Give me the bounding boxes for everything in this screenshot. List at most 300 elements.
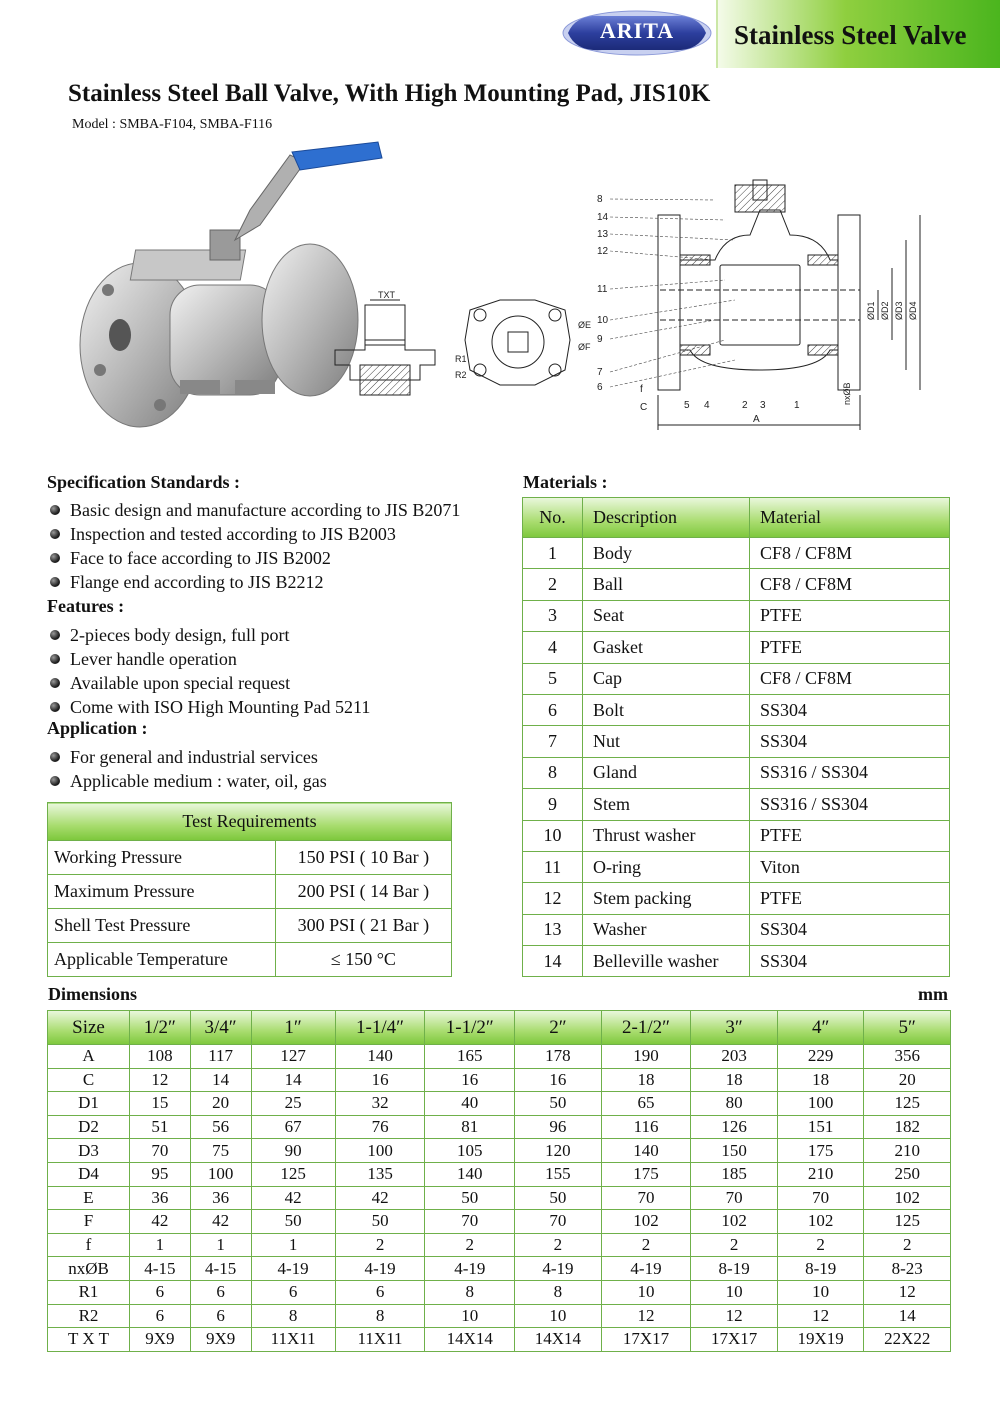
dimension-label: C xyxy=(48,1068,130,1092)
dimension-value: 95 xyxy=(130,1162,191,1186)
dimension-value: 2 xyxy=(425,1233,515,1257)
test-label: Shell Test Pressure xyxy=(48,909,276,943)
dimension-label: nxØB xyxy=(48,1257,130,1281)
dimension-value: 105 xyxy=(425,1139,515,1163)
model-numbers: Model : SMBA-F104, SMBA-F116 xyxy=(72,117,273,132)
dimension-value: 140 xyxy=(425,1162,515,1186)
material-no: 5 xyxy=(523,663,583,694)
dimension-value: 50 xyxy=(515,1186,602,1210)
r1-label: R1 xyxy=(455,354,467,364)
test-row xyxy=(48,943,452,977)
material-row xyxy=(523,663,950,694)
dimension-value: 36 xyxy=(130,1186,191,1210)
material-spec: PTFE xyxy=(750,632,950,663)
materials-col-material: Material xyxy=(750,498,950,538)
part-leader-line xyxy=(610,360,735,387)
dimension-value: 16 xyxy=(515,1068,602,1092)
dimension-value: 140 xyxy=(601,1139,691,1163)
dimension-label: D1 xyxy=(48,1092,130,1116)
material-spec: PTFE xyxy=(750,883,950,914)
dimension-value: 102 xyxy=(864,1186,951,1210)
dimension-value: 102 xyxy=(777,1210,864,1234)
dimension-value: 16 xyxy=(335,1068,425,1092)
material-no: 12 xyxy=(523,883,583,914)
dimension-value: 50 xyxy=(335,1210,425,1234)
dimension-row xyxy=(48,1139,951,1163)
dimension-value: 67 xyxy=(251,1115,335,1139)
dimension-value: 12 xyxy=(864,1280,951,1304)
dimension-value: 182 xyxy=(864,1115,951,1139)
material-no: 10 xyxy=(523,820,583,851)
material-row xyxy=(523,820,950,851)
dimension-value: 203 xyxy=(691,1045,778,1069)
dimension-value: 102 xyxy=(601,1210,691,1234)
material-description: Body xyxy=(583,538,750,569)
material-no: 2 xyxy=(523,569,583,600)
part-callout-number: 13 xyxy=(597,229,609,240)
application-list xyxy=(46,745,327,793)
material-row xyxy=(523,600,950,631)
dimension-value: 100 xyxy=(335,1139,425,1163)
material-description: Nut xyxy=(583,726,750,757)
dimension-value: 4-19 xyxy=(251,1257,335,1281)
material-row xyxy=(523,789,950,820)
dimension-value: 25 xyxy=(251,1092,335,1116)
dimension-value: 15 xyxy=(130,1092,191,1116)
part-callout-number: 3 xyxy=(760,400,766,411)
dimension-value: 100 xyxy=(777,1092,864,1116)
dimensions-col-size-value: 2-1/2″ xyxy=(601,1011,691,1045)
dimension-row xyxy=(48,1210,951,1234)
material-spec: Viton xyxy=(750,851,950,882)
dimension-value: 42 xyxy=(335,1186,425,1210)
dimension-value: 127 xyxy=(251,1045,335,1069)
test-label: Applicable Temperature xyxy=(48,943,276,977)
dimension-value: 1 xyxy=(251,1233,335,1257)
part-leader-line xyxy=(610,234,735,240)
dimension-value: 10 xyxy=(515,1304,602,1328)
dimensions-col-size-value: 1/2″ xyxy=(130,1011,191,1045)
dimensions-col-size-value: 1-1/2″ xyxy=(425,1011,515,1045)
dimension-value: 90 xyxy=(251,1139,335,1163)
test-row xyxy=(48,909,452,943)
dimension-value: 229 xyxy=(777,1045,864,1069)
dimension-value: 6 xyxy=(130,1304,191,1328)
dimension-value: 125 xyxy=(864,1092,951,1116)
part-callout-number: 14 xyxy=(597,212,609,223)
dimension-value: 102 xyxy=(691,1210,778,1234)
dimension-row xyxy=(48,1186,951,1210)
f-label: ØF xyxy=(578,342,591,352)
part-callout-number: 2 xyxy=(742,400,748,411)
material-description: Ball xyxy=(583,569,750,600)
dimension-value: 10 xyxy=(425,1304,515,1328)
pad-top-view-drawing xyxy=(455,300,591,385)
test-requirements-table xyxy=(47,802,452,977)
material-row xyxy=(523,883,950,914)
material-row xyxy=(523,569,950,600)
dimension-value: 8-23 xyxy=(864,1257,951,1281)
part-leader-line xyxy=(610,320,715,339)
part-callout-number: 7 xyxy=(597,367,603,378)
r2-label: R2 xyxy=(455,370,467,380)
dimension-value: 20 xyxy=(190,1092,251,1116)
dimension-value: 6 xyxy=(130,1280,191,1304)
dimension-value: 50 xyxy=(251,1210,335,1234)
dimension-value: 56 xyxy=(190,1115,251,1139)
material-spec: CF8 / CF8M xyxy=(750,663,950,694)
feature-item: Lever handle operation xyxy=(46,647,370,671)
material-description: Stem xyxy=(583,789,750,820)
materials-col-no: No. xyxy=(523,498,583,538)
dimension-value: 125 xyxy=(864,1210,951,1234)
dimensions-table xyxy=(47,1010,951,1352)
dim-c-label: C xyxy=(640,402,648,413)
dimension-value: 2 xyxy=(691,1233,778,1257)
dim-d2-label: ØD2 xyxy=(880,301,890,320)
dimension-value: 18 xyxy=(777,1068,864,1092)
dimension-value: 40 xyxy=(425,1092,515,1116)
material-row xyxy=(523,851,950,882)
test-label: Maximum Pressure xyxy=(48,875,276,909)
dimension-value: 22X22 xyxy=(864,1328,951,1352)
material-row xyxy=(523,538,950,569)
dimension-value: 185 xyxy=(691,1162,778,1186)
test-row xyxy=(48,841,452,875)
dimension-row xyxy=(48,1280,951,1304)
dimension-value: 12 xyxy=(130,1068,191,1092)
part-leader-line xyxy=(610,280,725,289)
dimension-row xyxy=(48,1068,951,1092)
dimension-value: 125 xyxy=(251,1162,335,1186)
dimension-value: 9X9 xyxy=(190,1328,251,1352)
material-spec: SS304 xyxy=(750,946,950,977)
category-banner xyxy=(716,0,1000,68)
dim-nxb-label: nxØB xyxy=(842,382,852,405)
dimensions-col-size-value: 3″ xyxy=(691,1011,778,1045)
dimension-label: D3 xyxy=(48,1139,130,1163)
material-description: Thrust washer xyxy=(583,820,750,851)
materials-heading: Materials : xyxy=(523,472,608,492)
part-callout-number: 9 xyxy=(597,334,603,345)
dimension-value: 20 xyxy=(864,1068,951,1092)
dim-d3-label: ØD3 xyxy=(894,301,904,320)
dimension-value: 165 xyxy=(425,1045,515,1069)
dimension-value: 8-19 xyxy=(777,1257,864,1281)
dimension-value: 42 xyxy=(251,1186,335,1210)
dimension-value: 70 xyxy=(130,1139,191,1163)
application-item: For general and industrial services xyxy=(46,745,327,769)
dimension-value: 116 xyxy=(601,1115,691,1139)
dimension-value: 140 xyxy=(335,1045,425,1069)
dimension-value: 2 xyxy=(777,1233,864,1257)
dimension-value: 70 xyxy=(601,1186,691,1210)
material-spec: SS304 xyxy=(750,694,950,725)
dimension-value: 50 xyxy=(425,1186,515,1210)
material-no: 1 xyxy=(523,538,583,569)
dimension-value: 190 xyxy=(601,1045,691,1069)
dimension-value: 108 xyxy=(130,1045,191,1069)
materials-table xyxy=(522,497,950,977)
dimension-value: 12 xyxy=(777,1304,864,1328)
dimension-value: 1 xyxy=(130,1233,191,1257)
logo-text: ARITA xyxy=(599,18,675,43)
dimension-row xyxy=(48,1162,951,1186)
dimensions-col-size-value: 3/4″ xyxy=(190,1011,251,1045)
dim-f-label: f xyxy=(640,384,643,395)
dimensions-col-size: Size xyxy=(48,1011,130,1045)
txt-label: TXT xyxy=(378,290,395,300)
dimension-value: 210 xyxy=(777,1162,864,1186)
dimension-value: 175 xyxy=(601,1162,691,1186)
dimensions-col-size-value: 5″ xyxy=(864,1011,951,1045)
dim-a-label: A xyxy=(753,414,760,425)
dimension-value: 8 xyxy=(425,1280,515,1304)
material-description: Belleville washer xyxy=(583,946,750,977)
dimension-value: 2 xyxy=(864,1233,951,1257)
dimension-value: 14 xyxy=(864,1304,951,1328)
specification-item: Flange end according to JIS B2212 xyxy=(46,570,460,594)
materials-col-description: Description xyxy=(583,498,750,538)
header xyxy=(0,0,1000,68)
material-spec: SS304 xyxy=(750,914,950,945)
dimensions-col-size-value: 4″ xyxy=(777,1011,864,1045)
material-no: 9 xyxy=(523,789,583,820)
dimension-value: 18 xyxy=(691,1068,778,1092)
part-callout-number: 12 xyxy=(597,246,609,257)
dimension-label: T X T xyxy=(48,1328,130,1352)
part-callout-number: 5 xyxy=(684,400,690,411)
test-value: 300 PSI ( 21 Bar ) xyxy=(275,909,451,943)
dimension-value: 10 xyxy=(691,1280,778,1304)
material-row xyxy=(523,694,950,725)
material-no: 3 xyxy=(523,600,583,631)
dimension-value: 2 xyxy=(515,1233,602,1257)
dimensions-heading: Dimensions xyxy=(48,984,138,1004)
dimension-value: 6 xyxy=(251,1280,335,1304)
dimension-value: 11X11 xyxy=(251,1328,335,1352)
dimension-value: 10 xyxy=(777,1280,864,1304)
material-no: 6 xyxy=(523,694,583,725)
dimension-label: E xyxy=(48,1186,130,1210)
material-spec: PTFE xyxy=(750,600,950,631)
application-heading: Application : xyxy=(47,718,148,738)
material-no: 4 xyxy=(523,632,583,663)
dimension-value: 19X19 xyxy=(777,1328,864,1352)
valve-section-drawing xyxy=(640,180,920,430)
material-spec: CF8 / CF8M xyxy=(750,538,950,569)
dimension-row xyxy=(48,1328,951,1352)
dimension-value: 178 xyxy=(515,1045,602,1069)
dimension-value: 250 xyxy=(864,1162,951,1186)
material-no: 7 xyxy=(523,726,583,757)
material-description: Gasket xyxy=(583,632,750,663)
dimension-row xyxy=(48,1115,951,1139)
material-row xyxy=(523,914,950,945)
dimension-label: R1 xyxy=(48,1280,130,1304)
dimension-value: 17X17 xyxy=(601,1328,691,1352)
arita-logo xyxy=(562,8,712,58)
dimension-value: 4-15 xyxy=(130,1257,191,1281)
dimension-value: 51 xyxy=(130,1115,191,1139)
dimension-value: 50 xyxy=(515,1092,602,1116)
dimension-value: 4-15 xyxy=(190,1257,251,1281)
dimension-value: 8 xyxy=(515,1280,602,1304)
test-requirements-heading: Test Requirements xyxy=(48,803,452,841)
part-callout-number: 1 xyxy=(794,400,800,411)
dimension-value: 36 xyxy=(190,1186,251,1210)
dimension-value: 8-19 xyxy=(691,1257,778,1281)
application-item: Applicable medium : water, oil, gas xyxy=(46,769,327,793)
dimension-value: 75 xyxy=(190,1139,251,1163)
dimension-row xyxy=(48,1233,951,1257)
e-label: ØE xyxy=(578,320,592,330)
part-leader-line xyxy=(610,199,715,200)
material-no: 11 xyxy=(523,851,583,882)
dimension-value: 14X14 xyxy=(515,1328,602,1352)
material-description: Seat xyxy=(583,600,750,631)
dim-d1-label: ØD1 xyxy=(866,301,876,320)
dimension-value: 32 xyxy=(335,1092,425,1116)
dimension-value: 2 xyxy=(601,1233,691,1257)
test-row xyxy=(48,875,452,909)
feature-item: 2-pieces body design, full port xyxy=(46,623,370,647)
material-description: Bolt xyxy=(583,694,750,725)
material-spec: SS316 / SS304 xyxy=(750,757,950,788)
material-row xyxy=(523,757,950,788)
part-callout-number: 8 xyxy=(597,194,603,205)
dimension-value: 76 xyxy=(335,1115,425,1139)
material-row xyxy=(523,632,950,663)
dimension-value: 42 xyxy=(130,1210,191,1234)
specification-item: Basic design and manufacture according to JIS B2071 xyxy=(46,498,460,522)
dimension-value: 2 xyxy=(335,1233,425,1257)
material-no: 13 xyxy=(523,914,583,945)
dimension-value: 6 xyxy=(335,1280,425,1304)
dimension-value: 6 xyxy=(190,1280,251,1304)
part-callout-number: 11 xyxy=(597,284,608,295)
dimension-label: f xyxy=(48,1233,130,1257)
dimension-value: 100 xyxy=(190,1162,251,1186)
material-spec: CF8 / CF8M xyxy=(750,569,950,600)
material-no: 14 xyxy=(523,946,583,977)
dimension-value: 42 xyxy=(190,1210,251,1234)
dimension-value: 80 xyxy=(691,1092,778,1116)
feature-item: Available upon special request xyxy=(46,671,370,695)
features-heading: Features : xyxy=(47,596,125,616)
dimension-value: 4-19 xyxy=(335,1257,425,1281)
dimension-value: 210 xyxy=(864,1139,951,1163)
dimension-value: 126 xyxy=(691,1115,778,1139)
specification-item: Face to face according to JIS B2002 xyxy=(46,546,460,570)
dimensions-col-size-value: 1-1/4″ xyxy=(335,1011,425,1045)
dimension-value: 65 xyxy=(601,1092,691,1116)
material-description: Gland xyxy=(583,757,750,788)
dimension-value: 4-19 xyxy=(601,1257,691,1281)
dimension-value: 12 xyxy=(691,1304,778,1328)
material-description: Washer xyxy=(583,914,750,945)
valve-photo xyxy=(80,142,382,427)
dimension-value: 96 xyxy=(515,1115,602,1139)
material-description: O-ring xyxy=(583,851,750,882)
test-value: ≤ 150 °C xyxy=(275,943,451,977)
dimensions-col-size-value: 2″ xyxy=(515,1011,602,1045)
part-callout-number: 10 xyxy=(597,315,609,326)
category-title: Stainless Steel Valve xyxy=(734,20,967,50)
dimension-value: 16 xyxy=(425,1068,515,1092)
dimension-value: 175 xyxy=(777,1139,864,1163)
dimension-row xyxy=(48,1257,951,1281)
dimension-value: 150 xyxy=(691,1139,778,1163)
part-leader-line xyxy=(610,300,735,320)
dimension-label: D4 xyxy=(48,1162,130,1186)
dimension-value: 120 xyxy=(515,1139,602,1163)
dimension-row xyxy=(48,1045,951,1069)
dimension-value: 10 xyxy=(601,1280,691,1304)
dimension-value: 12 xyxy=(601,1304,691,1328)
dimension-value: 14 xyxy=(190,1068,251,1092)
dimension-value: 117 xyxy=(190,1045,251,1069)
material-spec: PTFE xyxy=(750,820,950,851)
part-leader-line xyxy=(610,217,725,220)
part-callout-number: 4 xyxy=(704,400,710,411)
material-description: Stem packing xyxy=(583,883,750,914)
part-leader-line xyxy=(610,340,725,372)
dimensions-col-size-value: 1″ xyxy=(251,1011,335,1045)
dimension-value: 1 xyxy=(190,1233,251,1257)
dimensions-unit: mm xyxy=(918,984,948,1004)
dimension-value: 17X17 xyxy=(691,1328,778,1352)
page-title: Stainless Steel Ball Valve, With High Mounting Pad, JIS10K xyxy=(68,80,711,107)
dimension-value: 4-19 xyxy=(425,1257,515,1281)
dimension-value: 155 xyxy=(515,1162,602,1186)
dimension-value: 14X14 xyxy=(425,1328,515,1352)
part-callout-number: 6 xyxy=(597,382,603,393)
specification-item: Inspection and tested according to JIS B2003 xyxy=(46,522,460,546)
material-spec: SS304 xyxy=(750,726,950,757)
dimension-label: A xyxy=(48,1045,130,1069)
material-no: 8 xyxy=(523,757,583,788)
dimension-row xyxy=(48,1304,951,1328)
part-callouts xyxy=(597,194,800,411)
dimension-label: F xyxy=(48,1210,130,1234)
dimension-row xyxy=(48,1092,951,1116)
specification-heading: Specification Standards : xyxy=(47,472,241,492)
feature-item: Come with ISO High Mounting Pad 5211 xyxy=(46,695,370,719)
dimension-value: 4-19 xyxy=(515,1257,602,1281)
dimension-value: 8 xyxy=(251,1304,335,1328)
dimension-value: 135 xyxy=(335,1162,425,1186)
test-label: Working Pressure xyxy=(48,841,276,875)
dimension-value: 81 xyxy=(425,1115,515,1139)
material-description: Cap xyxy=(583,663,750,694)
features-list xyxy=(46,623,370,719)
dim-d4-label: ØD4 xyxy=(908,301,918,320)
dimension-value: 70 xyxy=(691,1186,778,1210)
dimension-value: 11X11 xyxy=(335,1328,425,1352)
dimension-value: 70 xyxy=(777,1186,864,1210)
material-row xyxy=(523,946,950,977)
dimension-value: 70 xyxy=(515,1210,602,1234)
test-value: 200 PSI ( 14 Bar ) xyxy=(275,875,451,909)
dimension-value: 18 xyxy=(601,1068,691,1092)
dimension-value: 70 xyxy=(425,1210,515,1234)
dimension-value: 6 xyxy=(190,1304,251,1328)
test-value: 150 PSI ( 10 Bar ) xyxy=(275,841,451,875)
material-row xyxy=(523,726,950,757)
dimension-value: 151 xyxy=(777,1115,864,1139)
product-illustration xyxy=(60,140,960,440)
